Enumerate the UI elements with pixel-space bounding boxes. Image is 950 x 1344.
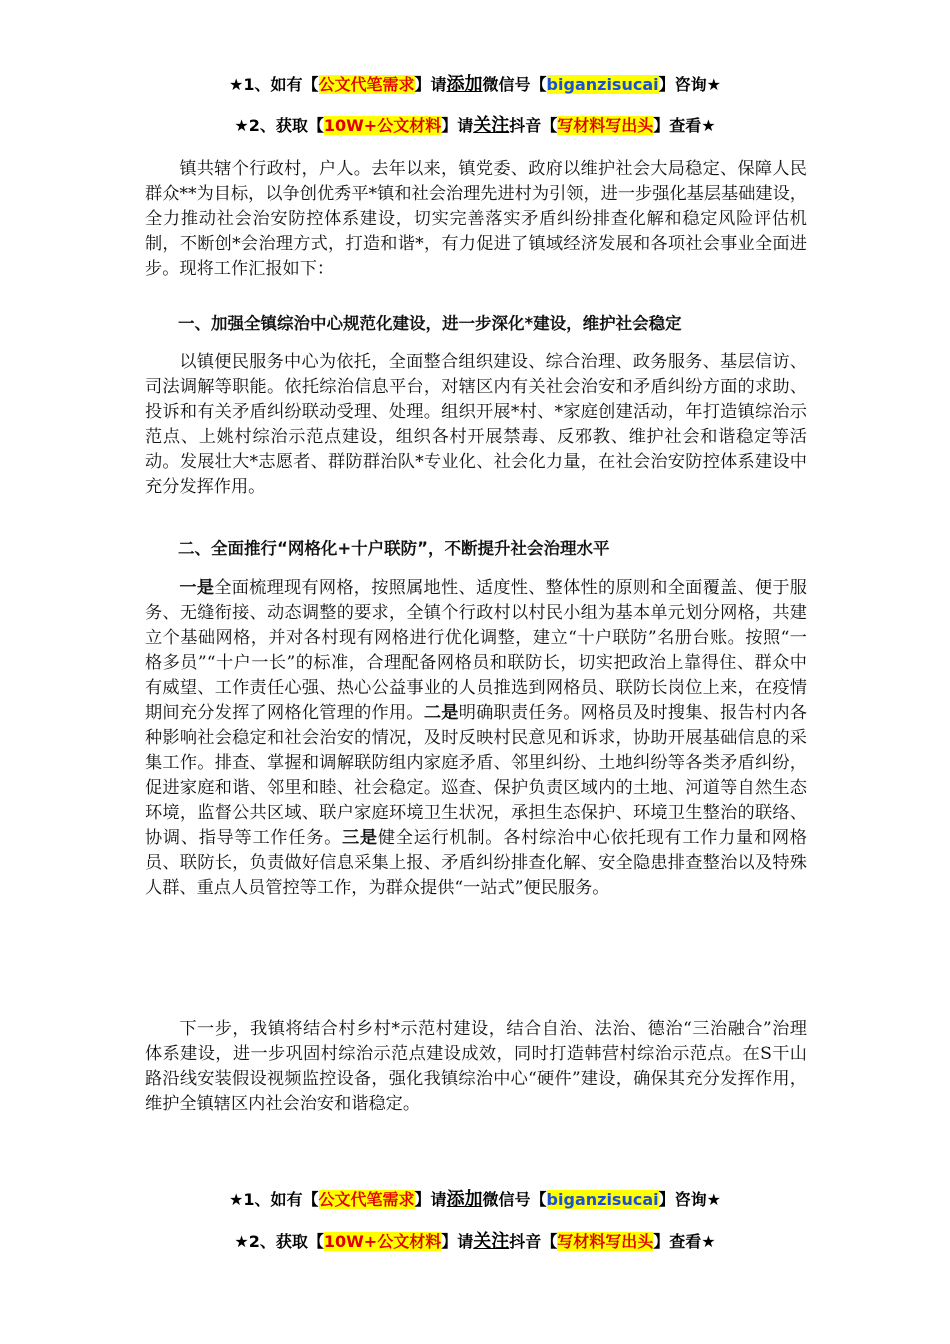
ad-banner-top-line2 — [0, 111, 950, 137]
ad-banner-top-line1 — [0, 70, 950, 96]
banner-text: 微信号【 — [482, 1190, 547, 1209]
banner-text: 】咨询★ — [658, 1190, 721, 1209]
lead-first: 一是 — [179, 578, 215, 598]
ad-banner-bottom-line2 — [0, 1227, 950, 1253]
banner-text: 抖音【 — [509, 116, 558, 135]
section-1-heading: 一、加强全镇综治中心规范化建设，进一步深化*建设，维护社会稳定 — [178, 314, 682, 333]
banner-text: ★1、如有【 — [229, 75, 319, 94]
lead-second: 二是 — [423, 703, 459, 723]
banner-text: 】查看★ — [653, 1232, 716, 1251]
banner-text: 】请 — [414, 1190, 447, 1209]
underlined-action: 添加 — [446, 74, 483, 95]
underlined-action: 关注 — [473, 1231, 510, 1252]
banner-text: 】查看★ — [653, 116, 716, 135]
section-2-heading: 二、全面推行“网格化+十户联防”，不断提升社会治理水平 — [178, 539, 610, 558]
banner-text: 】请 — [441, 1232, 474, 1251]
highlight-wechat-id: biganzisucai — [546, 75, 659, 94]
point-text: 明确职责任务。网格员及时搜集、报告村内各种影响社会稳定和社会治安的情况，及时反映村民意见和诉求，协助开展基础信息的采集工作。排查、掌握和调解联防组内家庭矛盾、邻里纠纷、土地纠纷等各类矛盾纠纷，促进家庭和谐、邻里和睦、社会稳定。巡查、保护负责区域内的土地、河道等自然生态环境，监督公共区域、联户家庭环境卫生状况，承担生态保护、环境卫生整治的联络、协调、指导等工作任务。 — [145, 703, 807, 848]
highlight-wechat-id: biganzisucai — [546, 1190, 659, 1209]
intro-paragraph — [145, 157, 807, 282]
lead-third: 三是 — [342, 828, 378, 848]
highlight-materials: 10W+公文材料 — [323, 116, 442, 135]
highlight-douyin-id: 写材料写出头 — [557, 1232, 654, 1251]
highlight-service: 公文代笔需求 — [318, 75, 415, 94]
underlined-action: 添加 — [446, 1189, 483, 1210]
underlined-action: 关注 — [473, 115, 510, 136]
banner-text: ★1、如有【 — [229, 1190, 319, 1209]
point-text: 全面梳理现有网格，按照属地性、适度性、整体性的原则和全面覆盖、便于服务、无缝衔接、动态调整的要求，全镇个行政村以村民小组为基本单元划分网格，共建立个基础网格，并对各村现有网格进行优化调整，建立“十户联防”名册台账。按照“一格多员”“十户一长”的标准，合理配备网格员和联防长，切实把政治上靠得住、群众中有威望、工作责任心强、热心公益事业的人员推选到网格员、联防长岗位上来，在疫情期间充分发挥了网格化管理的作用。 — [145, 578, 807, 723]
ad-banner-bottom-line1 — [0, 1185, 950, 1211]
highlight-materials: 10W+公文材料 — [323, 1232, 442, 1251]
highlight-douyin-id: 写材料写出头 — [557, 116, 654, 135]
intro-text: 镇共辖个行政村，户人。去年以来，镇党委、政府以维护社会大局稳定、保障人民群众**为目标，以争创优秀平*镇和社会治理先进村为引领，进一步强化基层基础建设，全力推动社会治安防控体系建设，切实完善落实矛盾纠纷排查化解和稳定风险评估机制，不断创*会治理方式，打造和谐*，有力促进了镇域经济发展和各项社会事业全面进步。现将工作汇报如下： — [145, 159, 807, 279]
section-1-text: 以镇便民服务中心为依托，全面整合组织建设、综合治理、政务服务、基层信访、司法调解等职能。依托综治信息平台，对辖区内有关社会治安和矛盾纠纷方面的求助、投诉和有关矛盾纠纷联动受理、处理。组织开展*村、*家庭创建活动，年打造镇综治示范点、上姚村综治示范点建设，组织各村开展禁毒、反邪教、维护社会和谐稳定等活动。发展壮大*志愿者、群防群治队*专业化、社会化力量，在社会治安防控体系建设中充分发挥作用。 — [145, 352, 807, 497]
conclusion-text: 下一步，我镇将结合村乡村*示范村建设，结合自治、法治、德治“三治融合”治理体系建设，进一步巩固村综治示范点建设成效，同时打造韩营村综治示范点。在S干山路沿线安装假设视频监控设备，强化我镇综治中心“硬件”建设，确保其充分发挥作用，维护全镇辖区内社会治安和谐稳定。 — [145, 1019, 807, 1114]
banner-text: 】请 — [414, 75, 447, 94]
banner-text: ★2、获取【 — [234, 116, 324, 135]
point-text: 健全运行机制。各村综治中心依托现有工作力量和网格员、联防长，负责做好信息采集上报、矛盾纠纷排查化解、安全隐患排查整治以及特殊人群、重点人员管控等工作，为群众提供“一站式”便民服务。 — [145, 828, 807, 898]
conclusion-paragraph — [145, 1017, 807, 1117]
section-2-text — [145, 576, 807, 901]
banner-text: 微信号【 — [482, 75, 547, 94]
banner-text: 】咨询★ — [658, 75, 721, 94]
section-2-body — [145, 576, 807, 901]
banner-text: 抖音【 — [509, 1232, 558, 1251]
banner-text: ★2、获取【 — [234, 1232, 324, 1251]
section-1-body — [145, 350, 807, 500]
banner-text: 】请 — [441, 116, 474, 135]
highlight-service: 公文代笔需求 — [318, 1190, 415, 1209]
